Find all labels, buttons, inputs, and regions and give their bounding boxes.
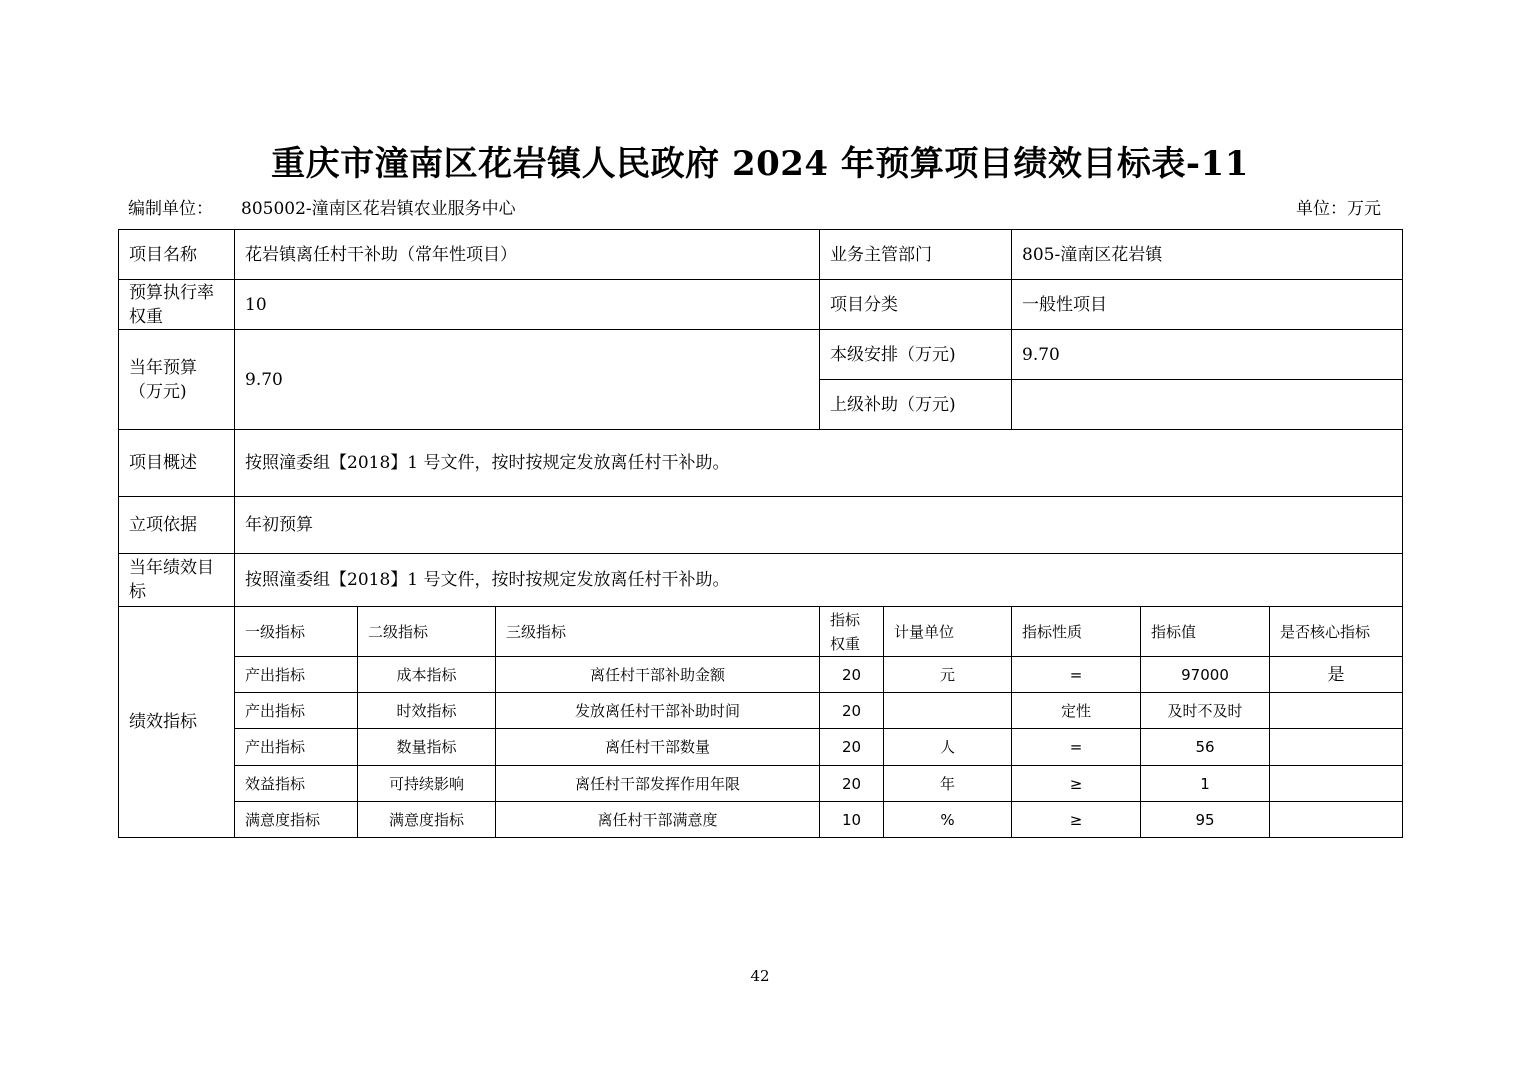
measure-unit: 元 xyxy=(884,657,1012,693)
compiling-unit xyxy=(128,194,516,219)
perf-header-cell: 计量单位 xyxy=(884,607,1012,657)
category-label: 项目分类 xyxy=(820,280,1012,330)
indicator-value: 95 xyxy=(1141,802,1270,838)
project-name-label: 项目名称 xyxy=(119,230,235,280)
perf-header-row xyxy=(119,607,1403,657)
basis-value: 年初预算 xyxy=(235,497,1403,554)
indicator-weight: 20 xyxy=(820,657,884,693)
level1-indicator: 产出指标 xyxy=(235,729,358,766)
perf-header-cell: 三级指标 xyxy=(496,607,820,657)
indicator-nature: = xyxy=(1012,657,1141,693)
is-core-indicator xyxy=(1270,802,1403,838)
is-core-indicator: 是 xyxy=(1270,657,1403,693)
row-overview xyxy=(119,430,1403,497)
level2-indicator: 可持续影响 xyxy=(358,766,496,802)
level3-indicator: 发放离任村干部补助时间 xyxy=(496,693,820,729)
level3-indicator: 离任村干部补助金额 xyxy=(496,657,820,693)
dept-label: 业务主管部门 xyxy=(820,230,1012,280)
table-row xyxy=(119,766,1403,802)
level2-indicator: 时效指标 xyxy=(358,693,496,729)
indicator-weight: 20 xyxy=(820,766,884,802)
perf-label: 绩效指标 xyxy=(119,607,235,838)
level2-indicator: 数量指标 xyxy=(358,729,496,766)
row-goal xyxy=(119,554,1403,607)
is-core-indicator xyxy=(1270,729,1403,766)
upper-subsidy-label: 上级补助（万元) xyxy=(820,380,1012,430)
perf-header-cell: 指标权重 xyxy=(820,607,884,657)
indicator-weight: 10 xyxy=(820,802,884,838)
row-exec-weight xyxy=(119,280,1403,330)
level1-indicator: 产出指标 xyxy=(235,693,358,729)
table-row xyxy=(119,693,1403,729)
money-unit: 单位：万元 xyxy=(1296,199,1381,219)
level3-indicator: 离任村干部发挥作用年限 xyxy=(496,766,820,802)
page-number: 42 xyxy=(750,967,770,985)
perf-header-cell: 指标值 xyxy=(1141,607,1270,657)
indicator-weight: 20 xyxy=(820,693,884,729)
upper-subsidy-value xyxy=(1012,380,1403,430)
row-project-name xyxy=(119,230,1403,280)
measure-unit: 年 xyxy=(884,766,1012,802)
budget-label: 当年预算（万元) xyxy=(119,330,235,430)
is-core-indicator xyxy=(1270,766,1403,802)
row-budget xyxy=(119,330,1403,380)
indicator-nature: ≥ xyxy=(1012,802,1141,838)
row-basis xyxy=(119,497,1403,554)
is-core-indicator xyxy=(1270,693,1403,729)
budget-value: 9.70 xyxy=(235,330,820,430)
indicator-value: 56 xyxy=(1141,729,1270,766)
indicator-value: 97000 xyxy=(1141,657,1270,693)
indicator-nature: = xyxy=(1012,729,1141,766)
exec-weight-value: 10 xyxy=(235,280,820,330)
goal-value: 按照潼委组【2018】1 号文件，按时按规定发放离任村干补助。 xyxy=(235,554,1403,607)
indicator-value: 1 xyxy=(1141,766,1270,802)
basis-label: 立项依据 xyxy=(119,497,235,554)
level2-indicator: 成本指标 xyxy=(358,657,496,693)
table-row xyxy=(119,657,1403,693)
compiling-unit-value: 805002-潼南区花岩镇农业服务中心 xyxy=(241,199,516,219)
level3-indicator: 离任村干部数量 xyxy=(496,729,820,766)
perf-header-cell: 二级指标 xyxy=(358,607,496,657)
perf-header-cell: 指标性质 xyxy=(1012,607,1141,657)
local-arrangement-label: 本级安排（万元) xyxy=(820,330,1012,380)
measure-unit: 人 xyxy=(884,729,1012,766)
indicator-value: 及时不及时 xyxy=(1141,693,1270,729)
local-arrangement-value: 9.70 xyxy=(1012,330,1403,380)
perf-header-cell: 一级指标 xyxy=(235,607,358,657)
project-name-value: 花岩镇离任村干补助（常年性项目） xyxy=(235,230,820,280)
dept-value: 805-潼南区花岩镇 xyxy=(1012,230,1403,280)
indicator-nature: ≥ xyxy=(1012,766,1141,802)
level2-indicator: 满意度指标 xyxy=(358,802,496,838)
perf-header-cell: 是否核心指标 xyxy=(1270,607,1403,657)
page-title: 重庆市潼南区花岩镇人民政府 2024 年预算项目绩效目标表-11 xyxy=(271,144,1249,184)
goal-label: 当年绩效目标 xyxy=(119,554,235,607)
level3-indicator: 离任村干部满意度 xyxy=(496,802,820,838)
measure-unit xyxy=(884,693,1012,729)
compiling-unit-label: 编制单位： xyxy=(128,199,213,219)
exec-weight-label: 预算执行率权重 xyxy=(119,280,235,330)
category-value: 一般性项目 xyxy=(1012,280,1403,330)
level1-indicator: 效益指标 xyxy=(235,766,358,802)
indicator-nature: 定性 xyxy=(1012,693,1141,729)
table-row xyxy=(119,802,1403,838)
overview-label: 项目概述 xyxy=(119,430,235,497)
table-row xyxy=(119,729,1403,766)
level1-indicator: 产出指标 xyxy=(235,657,358,693)
overview-value: 按照潼委组【2018】1 号文件，按时按规定发放离任村干补助。 xyxy=(235,430,1403,497)
indicator-weight: 20 xyxy=(820,729,884,766)
performance-target-table xyxy=(118,229,1403,838)
level1-indicator: 满意度指标 xyxy=(235,802,358,838)
measure-unit: % xyxy=(884,802,1012,838)
